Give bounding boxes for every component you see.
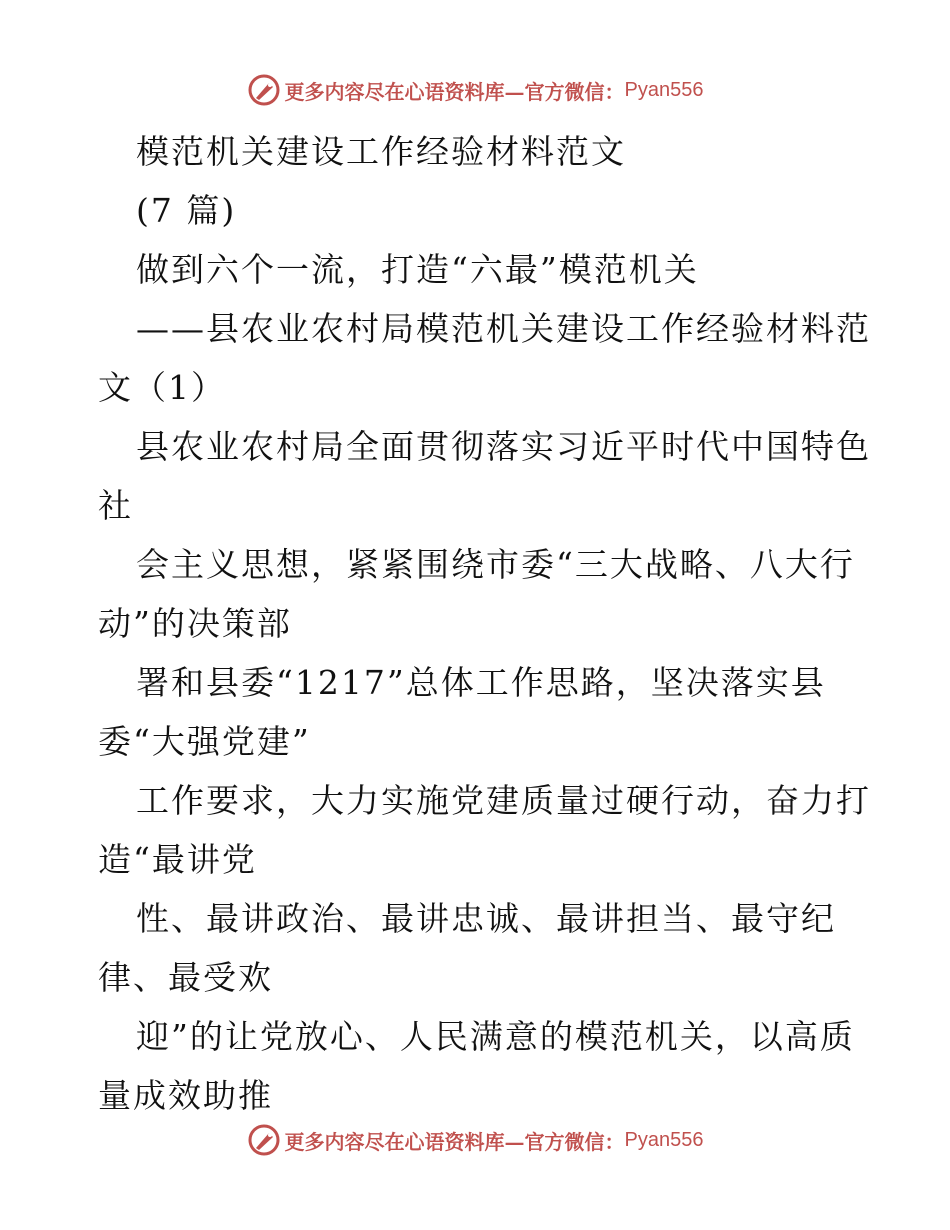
paragraph-line: 律、最受欢: [98, 958, 273, 997]
header-watermark: [0, 70, 950, 110]
article-subheading: ——县农业农村局模范机关建设工作经验材料范: [136, 309, 871, 348]
paragraph-line: 迎”的让党放心、人民满意的模范机关，以高质: [136, 1017, 855, 1056]
paragraph-line: 性、最讲政治、最讲忠诚、最讲担当、最守纪: [136, 899, 836, 938]
watermark-text: 更多内容尽在心语资料库—官方微信：: [284, 79, 625, 104]
paragraph-line: 县农业农村局全面贯彻落实习近平时代中国特色: [136, 427, 871, 466]
article-heading: 做到六个一流，打造“六最”模范机关: [136, 250, 699, 289]
paragraph-line: 社: [98, 486, 133, 525]
pen-nib-logo-icon: [247, 1123, 281, 1157]
document-subtitle: (7 篇): [136, 191, 237, 230]
document-body: [98, 122, 871, 1125]
watermark-wechat-id: Pyan556: [624, 1128, 704, 1151]
document-title: 模范机关建设工作经验材料范文: [136, 132, 626, 171]
footer-watermark: [0, 1120, 950, 1160]
paragraph-line: 动”的决策部: [98, 604, 292, 643]
watermark-wechat-id: Pyan556: [624, 78, 704, 101]
paragraph-line: 量成效助推: [98, 1076, 273, 1115]
paragraph-line: 署和县委“1217”总体工作思路，坚决落实县: [136, 663, 826, 702]
paragraph-line: 工作要求，大力实施党建质量过硬行动，奋力打: [136, 781, 871, 820]
paragraph-line: 委“大强党建”: [98, 722, 311, 761]
paragraph-line: 会主义思想，紧紧围绕市委“三大战略、八大行: [136, 545, 855, 584]
pen-nib-logo-icon: [247, 73, 281, 107]
paragraph-line: 造“最讲党: [98, 840, 257, 879]
watermark-text: 更多内容尽在心语资料库—官方微信：: [284, 1129, 625, 1154]
article-subheading-cont: 文（1）: [98, 368, 226, 407]
